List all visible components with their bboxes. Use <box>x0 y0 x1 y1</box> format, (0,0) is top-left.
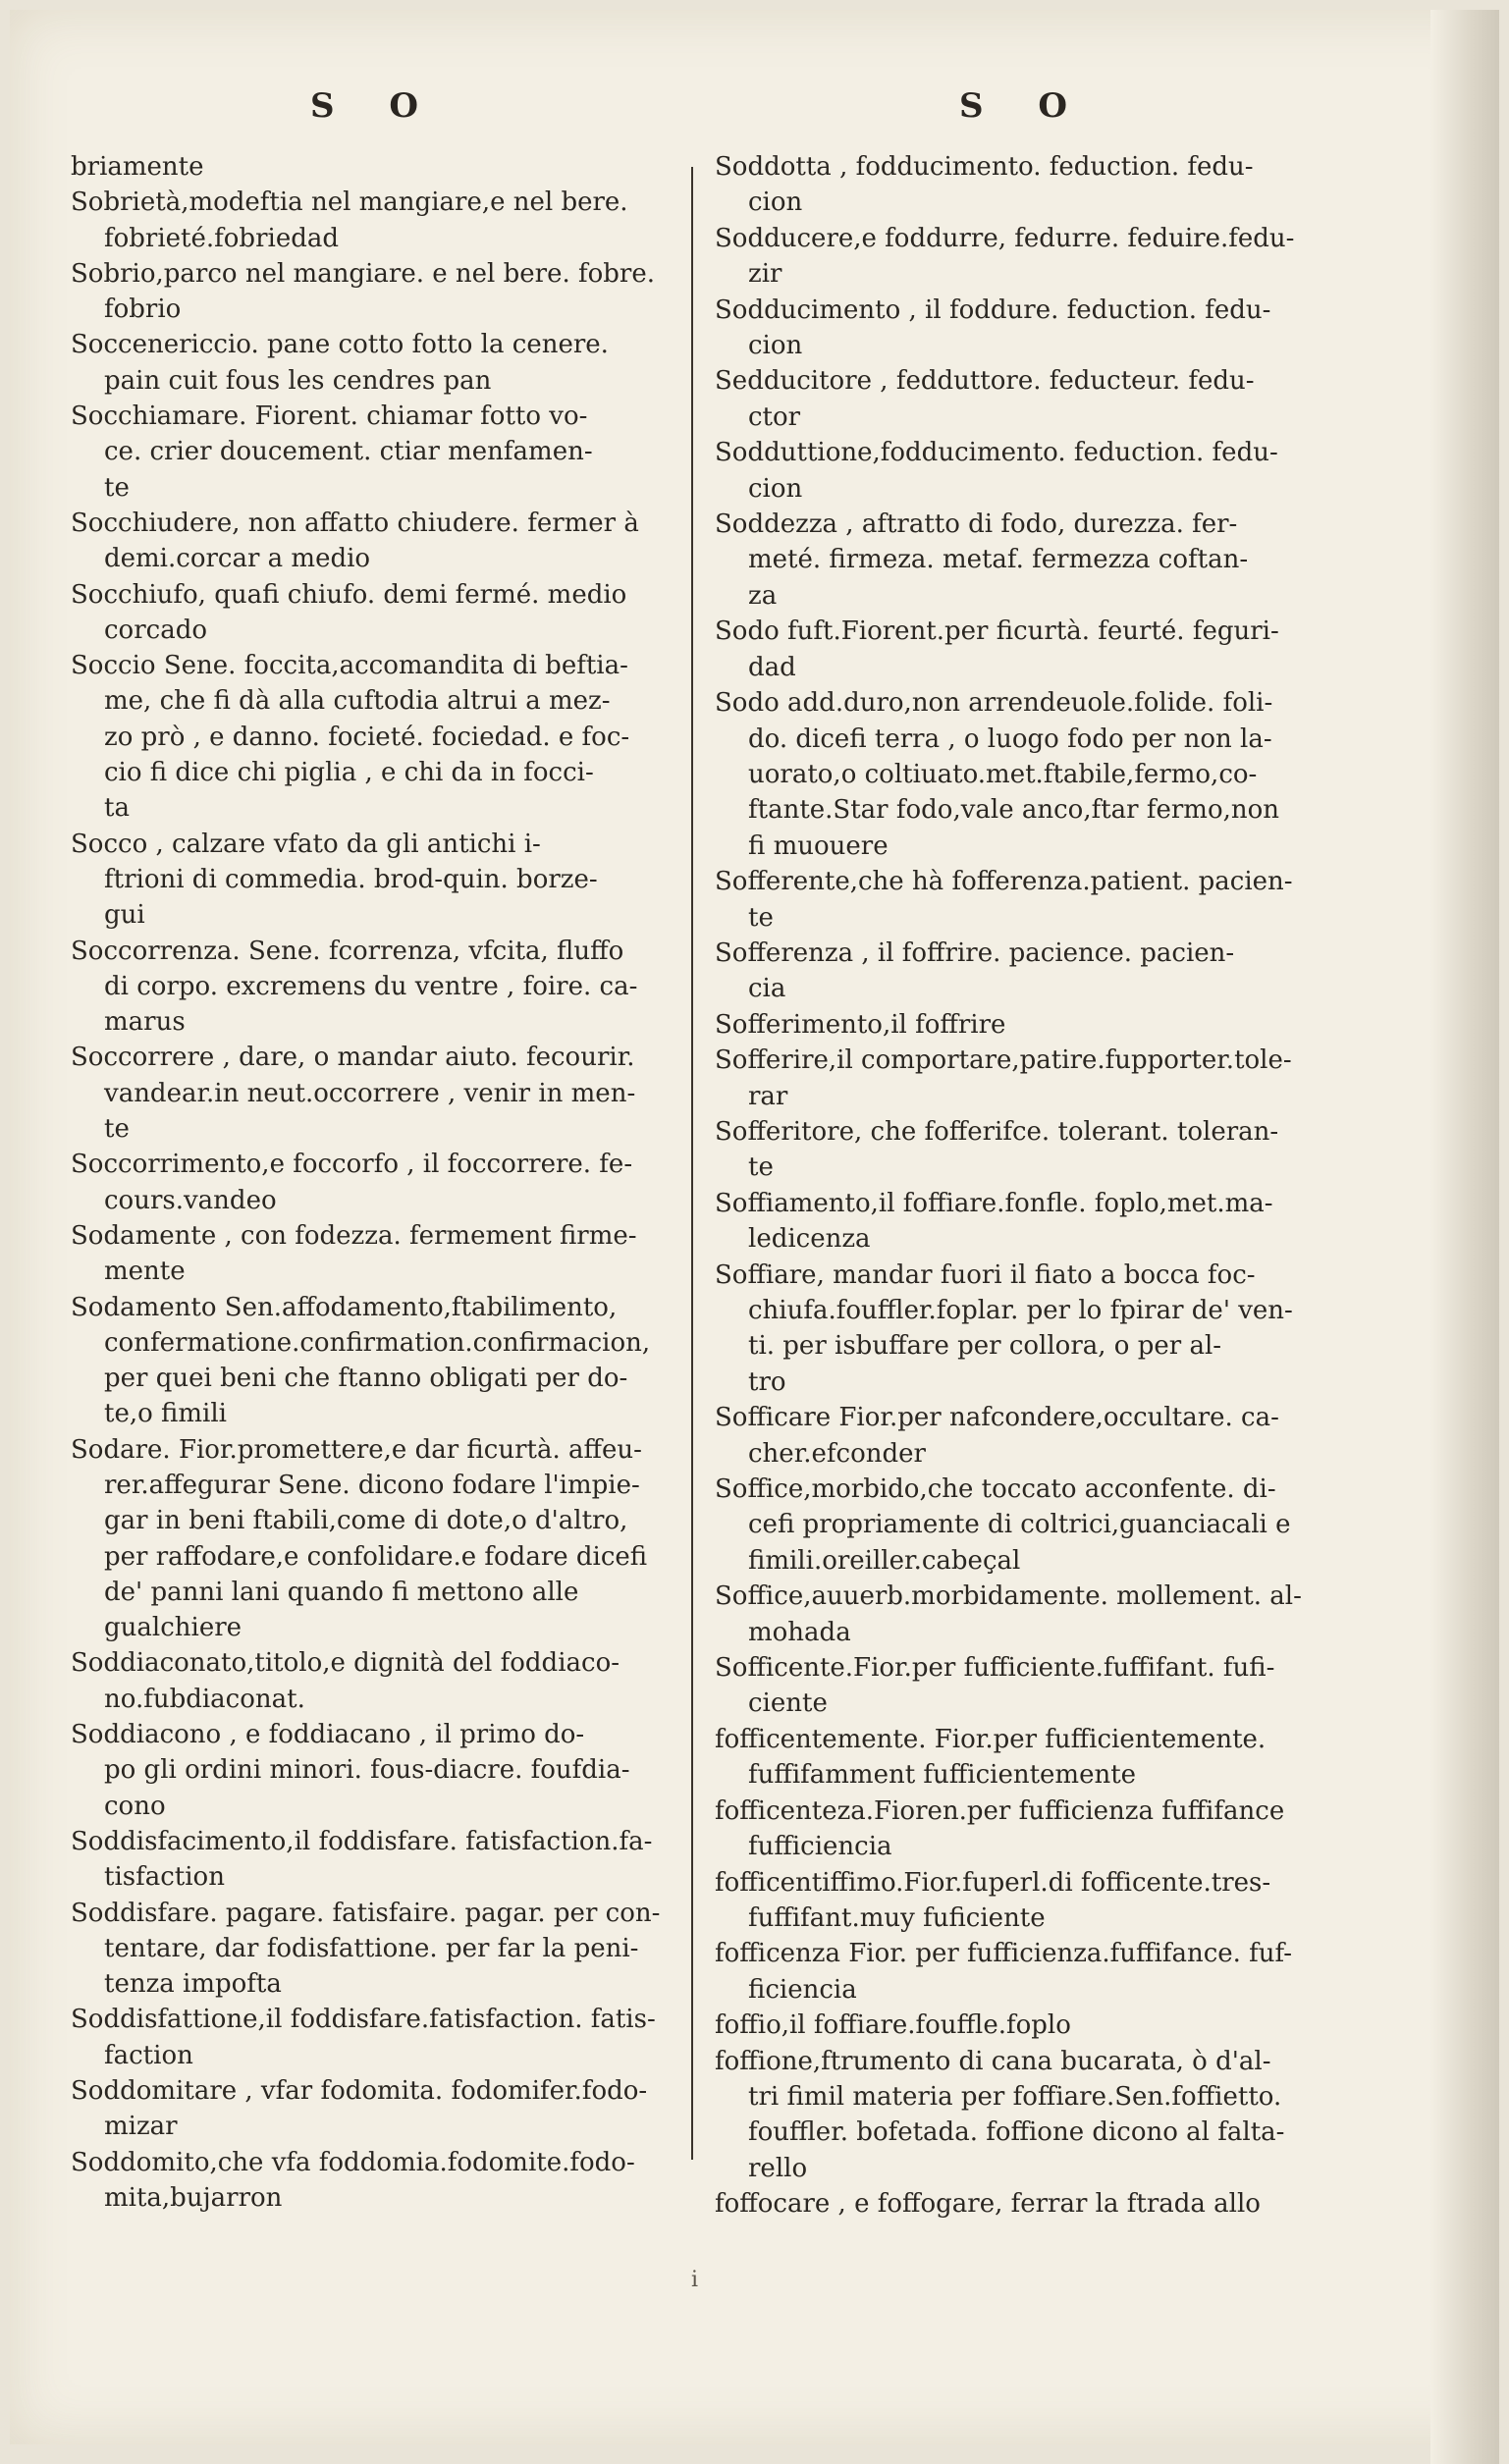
entry-continuation: mizar <box>104 2112 178 2142</box>
entry-continuation: tisfaction <box>104 1862 225 1893</box>
dictionary-entry <box>715 614 1333 685</box>
entry-continuation: ce. crier doucement. ctiar menfamen- <box>104 437 593 467</box>
entry-continuation: fouffler. bofetada. foffione dicono al falta- <box>748 2117 1285 2148</box>
entry-headline: Sodo fuft.Fiorent.per ficurtà. feurté. feguri- <box>715 616 1279 647</box>
entry-continuation: cono <box>104 1791 166 1821</box>
entry-headline: Socchiamare. Fiorent. chiamar fotto vo- <box>71 402 588 432</box>
entry-continuation: mente <box>104 1257 186 1287</box>
dictionary-entry <box>715 507 1333 614</box>
entry-continuation: rar <box>748 1081 788 1111</box>
entry-continuation: di corpo. excremens du ventre , foire. ca- <box>104 971 638 1001</box>
dictionary-entry <box>71 827 679 934</box>
entry-continuation: ta <box>104 793 130 824</box>
entry-continuation: zir <box>748 259 782 290</box>
entry-continuation: mita,bujarron <box>104 2182 283 2213</box>
entry-continuation: ficiencia <box>748 1974 857 2005</box>
dictionary-entry <box>715 1007 1333 1043</box>
column-divider <box>691 167 693 2160</box>
dictionary-entry <box>71 1824 679 1896</box>
entry-headline: Sodare. Fior.promettere,e dar ficurtà. affeu- <box>71 1434 642 1465</box>
entry-continuation: pain cuit fous les cendres pan <box>104 365 492 396</box>
entry-continuation: te,o fimili <box>104 1399 227 1429</box>
entry-continuation: po gli ordini minori. fous-diacre. foufdia- <box>104 1755 630 1786</box>
entry-continuation: fobrio <box>104 295 182 325</box>
entry-continuation: cefi propriamente di coltrici,guanciacali e <box>748 1510 1291 1540</box>
entry-headline: Soddiacono , e foddiacano , il primo do- <box>71 1720 585 1750</box>
entry-headline: Sofferenza , il foffrire. pacience. pacien- <box>715 937 1235 968</box>
dictionary-entry <box>71 2002 679 2073</box>
entry-continuation: cion <box>748 473 803 504</box>
entry-continuation: cia <box>748 974 786 1004</box>
dictionary-entry <box>71 506 679 577</box>
entry-continuation: per raffodare,e confolidare.e fodare dicefi <box>104 1541 648 1572</box>
entry-continuation: ftante.Star fodo,vale anco,ftar fermo,non <box>748 795 1280 826</box>
entry-headline: Soccio Sene. foccita,accomandita di beftia- <box>71 651 628 681</box>
entry-headline: foffione,ftrumento di cana bucarata, ò d'al- <box>715 2046 1271 2076</box>
entry-continuation: ti. per isbuffare per collora, o per al- <box>748 1331 1222 1362</box>
dictionary-entry <box>715 2186 1333 2222</box>
dictionary-entry <box>71 327 679 399</box>
dictionary-entry <box>715 435 1333 507</box>
entry-headline: Soccenericcio. pane cotto fotto la cenere. <box>71 330 609 360</box>
entry-headline: Sofficente.Fior.per fufficiente.fuffifant. fufi- <box>715 1653 1275 1684</box>
entry-headline: fofficenza Fior. per fufficienza.fuffifance. fuf- <box>715 1939 1293 1969</box>
right-column <box>715 86 1333 2223</box>
entry-continuation: cion <box>748 331 803 361</box>
dictionary-entry <box>715 864 1333 936</box>
entry-continuation: mohada <box>748 1617 851 1647</box>
entry-headline: Sofferitore, che fofferifce. tolerant. toleran- <box>715 1116 1279 1147</box>
entry-continuation: cio fi dice chi piglia , e chi da in focci- <box>104 758 594 788</box>
dictionary-entry <box>71 1147 679 1218</box>
entry-headline: Sobrio,parco nel mangiare. e nel bere. fobre. <box>71 258 655 289</box>
entry-continuation: dad <box>748 652 796 682</box>
left-column <box>71 86 679 2216</box>
dictionary-entry <box>715 1472 1333 1579</box>
right-column-header: S O <box>958 86 1089 126</box>
dictionary-entry <box>715 1794 1333 1865</box>
entry-continuation: tentare, dar fodisfattione. per far la peni- <box>104 1933 639 1963</box>
dictionary-entry <box>715 1579 1333 1650</box>
dictionary-entry <box>71 2145 679 2217</box>
entry-continuation: te <box>748 1152 774 1183</box>
entry-continuation: demi.corcar a medio <box>104 544 371 574</box>
entry-continuation: fuffifamment fufficientemente <box>748 1760 1137 1791</box>
entry-headline: Soddomito,che vfa foddomia.fodomite.fodo- <box>71 2147 635 2177</box>
dictionary-entry <box>71 149 679 185</box>
right-entries <box>715 149 1333 2223</box>
entry-continuation: confermatione.confirmation.confirmacion, <box>104 1327 651 1358</box>
entry-headline: Soddotta , fodducimento. feduction. fedu- <box>715 152 1254 182</box>
entry-continuation: fufficiencia <box>748 1832 892 1862</box>
entry-headline: Sodamento Sen.affodamento,ftabilimento, <box>71 1292 618 1322</box>
dictionary-entry <box>71 1218 679 1290</box>
entry-continuation: te <box>104 1114 130 1145</box>
left-column-header: S O <box>309 86 440 126</box>
entry-continuation: ftrioni di commedia. brod-quin. borze- <box>104 864 598 894</box>
entry-continuation: tro <box>748 1366 786 1397</box>
dictionary-entry <box>71 1432 679 1646</box>
dictionary-entry <box>71 577 679 649</box>
entry-continuation: chiufa.fouffler.foplar. per lo fpirar de' ven- <box>748 1296 1293 1325</box>
dictionary-entry <box>71 934 679 1041</box>
dictionary-entry <box>715 1650 1333 1722</box>
dictionary-entry <box>715 685 1333 864</box>
entry-headline: Soccorrimento,e foccorfo , il foccorrere. fe- <box>71 1150 633 1180</box>
entry-continuation: fimili.oreiller.cabeçal <box>748 1545 1021 1576</box>
entry-continuation: cours.vandeo <box>104 1185 277 1215</box>
entry-continuation: gar in beni ftabili,come di dote,o d'altro, <box>104 1506 628 1536</box>
entry-headline: briamente <box>71 152 204 182</box>
entry-headline: foffio,il foffiare.fouffle.foplo <box>715 2010 1071 2041</box>
entry-headline: Sodamente , con fodezza. fermement firme- <box>71 1220 637 1251</box>
page-edge <box>1430 10 1499 2464</box>
entry-headline: Soffice,morbido,che toccato acconfente. di- <box>715 1474 1276 1505</box>
entry-continuation: de' panni lani quando fi mettono alle <box>104 1577 579 1607</box>
entry-continuation: tri fimil materia per foffiare.Sen.foffietto. <box>748 2081 1282 2112</box>
entry-headline: Soddezza , aftratto di fodo, durezza. fer- <box>715 509 1238 540</box>
entry-continuation: zo prò , e danno. focieté. fociedad. e foc- <box>104 722 630 752</box>
dictionary-entry <box>715 221 1333 293</box>
dictionary-entry <box>71 1717 679 1824</box>
entry-continuation: do. dicefi terra , o luogo fodo per non la- <box>748 723 1272 754</box>
entry-continuation: te <box>104 472 130 503</box>
dictionary-entry <box>71 185 679 256</box>
dictionary-entry <box>71 648 679 826</box>
entry-headline: Soffiare, mandar fuori il fiato a bocca foc- <box>715 1259 1256 1290</box>
entry-headline: Soffice,auuerb.morbidamente. mollement. al- <box>715 1581 1302 1612</box>
dictionary-entry <box>71 1290 679 1432</box>
entry-headline: Sodduttione,fodducimento. feduction. fedu- <box>715 438 1278 468</box>
entry-continuation: no.fubdiaconat. <box>104 1684 305 1714</box>
left-entries <box>71 149 679 2216</box>
entry-headline: Soddisfacimento,il foddisfare. fatisfaction.fa- <box>71 1826 653 1856</box>
entry-headline: Sodo add.duro,non arrendeuole.folide. foli- <box>715 688 1273 719</box>
entry-headline: fofficentemente. Fior.per fufficientemente. <box>715 1724 1266 1754</box>
entry-continuation: faction <box>104 2040 193 2070</box>
entry-continuation: rer.affegurar Sene. dicono fodare l'impie- <box>104 1470 640 1500</box>
entry-headline: Soddiaconato,titolo,e dignità del foddiaco- <box>71 1648 620 1679</box>
entry-continuation: za <box>748 580 778 611</box>
entry-continuation: fobrieté.fobriedad <box>104 223 339 253</box>
entry-headline: Sofferimento,il foffrire <box>715 1009 1006 1040</box>
entry-headline: fofficenteza.Fioren.per fufficienza fuffifance <box>715 1795 1285 1826</box>
dictionary-entry <box>71 399 679 506</box>
entry-headline: Socchiudere, non affatto chiudere. fermer à <box>71 508 639 538</box>
entry-headline: Sedducitore , fedduttore. feducteur. fedu- <box>715 366 1255 397</box>
dictionary-entry <box>715 1186 1333 1258</box>
entry-headline: Socco , calzare vfato da gli antichi i- <box>71 829 541 859</box>
entry-continuation: corcado <box>104 615 208 645</box>
entry-headline: Soffiamento,il foffiare.fonfle. foplo,met.ma- <box>715 1188 1273 1218</box>
entry-continuation: gualchiere <box>104 1613 243 1643</box>
folio-mark: i <box>691 2268 699 2292</box>
dictionary-entry <box>715 1114 1333 1186</box>
entry-headline: Socchiufo, quafi chiufo. demi fermé. medio <box>71 579 627 610</box>
entry-headline: foffocare , e foffogare, ferrar la ftrada allo <box>715 2189 1261 2220</box>
entry-continuation: tenza impofta <box>104 1969 282 2000</box>
dictionary-page <box>10 10 1499 2444</box>
dictionary-entry <box>715 936 1333 1007</box>
entry-continuation: cher.efconder <box>748 1438 926 1469</box>
dictionary-entry <box>715 1043 1333 1114</box>
entry-headline: Soddisfattione,il foddisfare.fatisfaction. fatis- <box>71 2005 656 2035</box>
dictionary-entry <box>71 2073 679 2145</box>
dictionary-entry <box>71 256 679 328</box>
entry-headline: Sodducimento , il foddure. feduction. fedu- <box>715 295 1271 325</box>
entry-continuation: cion <box>748 187 803 218</box>
entry-continuation: me, che fi dà alla cuftodia altrui a mez- <box>104 686 611 717</box>
entry-headline: Soddisfare. pagare. fatisfaire. pagar. per con- <box>71 1898 661 1928</box>
dictionary-entry <box>715 1722 1333 1794</box>
entry-headline: Sodducere,e foddurre, fedurre. feduire.fedu- <box>715 223 1295 253</box>
dictionary-entry <box>715 2044 1333 2187</box>
entry-headline: Soccorrere , dare, o mandar aiuto. fecourir. <box>71 1043 635 1073</box>
entry-continuation: meté. firmeza. metaf. fermezza coftan- <box>748 545 1249 575</box>
entry-headline: Sofferire,il comportare,patire.fupporter.tole- <box>715 1045 1292 1076</box>
dictionary-entry <box>71 1040 679 1147</box>
dictionary-entry <box>715 1865 1333 1937</box>
entry-headline: Sobrietà,modeftia nel mangiare,e nel bere. <box>71 187 628 218</box>
entry-headline: fofficentiffimo.Fior.fuperl.di fofficente.tres- <box>715 1867 1271 1898</box>
entry-continuation: uorato,o coltiuato.met.ftabile,fermo,co- <box>748 759 1258 789</box>
dictionary-entry <box>715 1258 1333 1401</box>
entry-continuation: ciente <box>748 1688 828 1719</box>
entry-continuation: te <box>748 902 774 933</box>
dictionary-entry <box>71 1645 679 1717</box>
entry-continuation: ledicenza <box>748 1224 871 1255</box>
dictionary-entry <box>715 293 1333 364</box>
dictionary-entry <box>715 149 1333 221</box>
entry-continuation: marus <box>104 1007 186 1038</box>
dictionary-entry <box>71 1896 679 2003</box>
entry-headline: Sofferente,che hà fofferenza.patient. pacien- <box>715 867 1293 897</box>
entry-continuation: gui <box>104 900 145 931</box>
entry-headline: Soddomitare , vfar fodomita. fodomifer.fodo- <box>71 2076 648 2107</box>
entry-headline: Sofficare Fior.per nafcondere,occultare. ca- <box>715 1403 1279 1433</box>
dictionary-entry <box>715 1936 1333 2008</box>
dictionary-entry <box>715 2008 1333 2043</box>
entry-continuation: ctor <box>748 402 801 432</box>
entry-continuation: fi muouere <box>748 830 889 861</box>
entry-continuation: fuffifant.muy fuficiente <box>748 1902 1046 1933</box>
entry-headline: Soccorrenza. Sene. fcorrenza, vfcita, fluffo <box>71 936 624 966</box>
entry-continuation: vandear.in neut.occorrere , venir in men- <box>104 1078 636 1108</box>
entry-continuation: per quei beni che ftanno obligati per do- <box>104 1364 628 1394</box>
entry-continuation: rello <box>748 2153 808 2183</box>
dictionary-entry <box>715 1400 1333 1472</box>
dictionary-entry <box>715 363 1333 435</box>
